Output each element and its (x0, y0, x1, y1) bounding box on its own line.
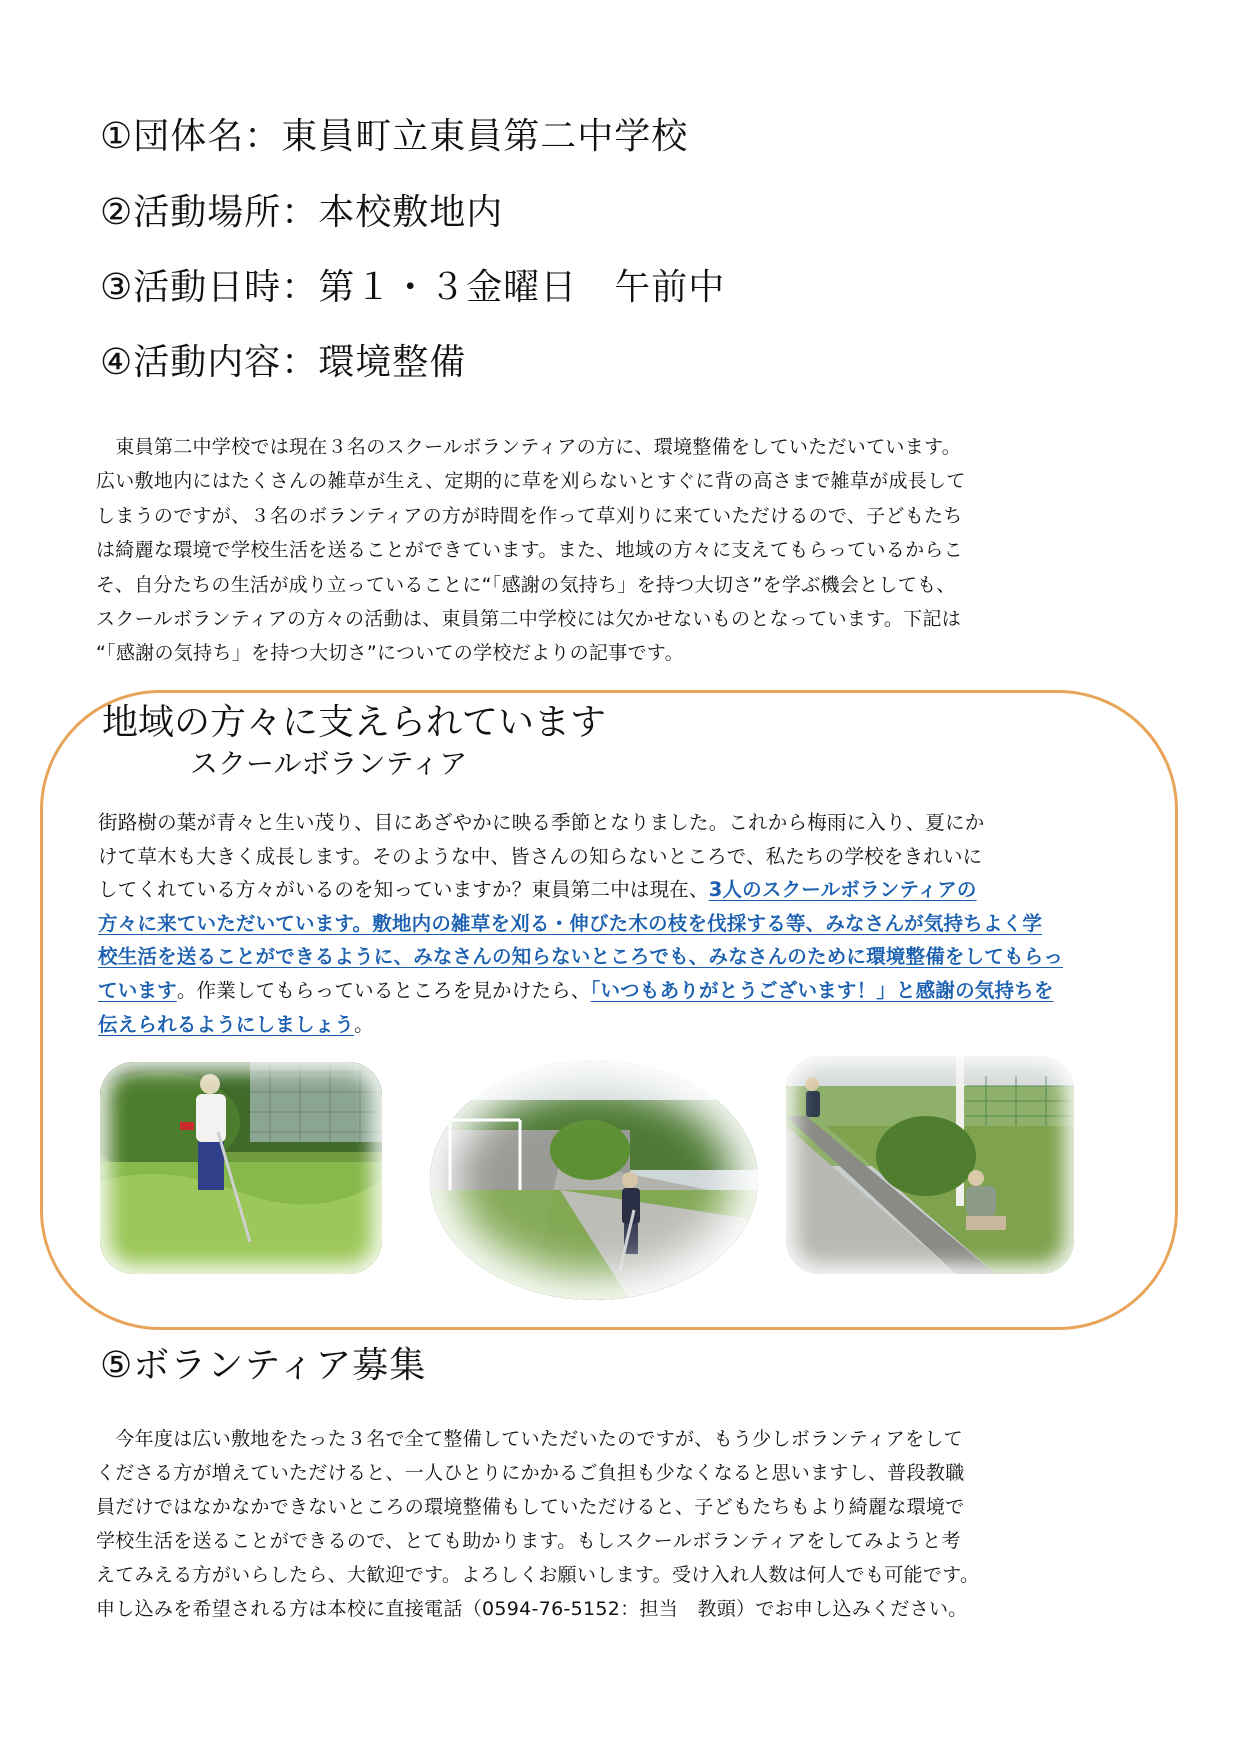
volunteers-fence-photo (786, 1056, 1074, 1274)
volunteer-wall-photo (430, 1060, 758, 1300)
newsletter-emphasis: 校生活を送ることができるように、みなさんの知らないところでも、みなさんのために環境整備をしてもらっ (98, 945, 1064, 969)
newsletter-emphasis: 方々に来ていただいています。敷地内の雑草を刈る・伸びた木の枝を伐採する等、みなさんが気持ちよく学 (98, 911, 1043, 935)
heading-location: ②活動場所：本校敷地内 (100, 192, 504, 233)
recruit-line: 今年度は広い敷地をたった３名で全て整備していただいたのですが、もう少しボランティアをして (96, 1428, 963, 1450)
heading-schedule: ③活動日時：第１・３金曜日 午前中 (100, 267, 726, 308)
newsletter-line: 街路樹の葉が青々と生い茂り、目にあざやかに映る季節となりました。これから梅雨に入り、夏にか (98, 811, 985, 834)
recruit-line: えてみえる方がいらしたら、大歓迎です。よろしくお願いします。受け入れ人数は何人でも可能です。 (96, 1564, 980, 1586)
newsletter-subtitle: スクールボランティア (190, 747, 468, 780)
newsletter-emphasis: 伝えられるようにしましょう (98, 1012, 355, 1036)
heading-activity: ④活動内容：環境整備 (100, 342, 467, 383)
newsletter-emphasis: 3人のスクールボランティアの (708, 878, 977, 902)
intro-line: 東員第二中学校では現在３名のスクールボランティアの方に、環境整備をしていただいています。 (96, 436, 962, 458)
newsletter-title: 地域の方々に支えられています (102, 702, 607, 743)
intro-line: 広い敷地内にはたくさんの雑草が生え、定期的に草を刈らないとすぐに背の高さまで雑草が成長して (96, 470, 966, 493)
intro-paragraph (96, 430, 1141, 671)
heading-recruitment: ⑤ボランティア募集 (100, 1345, 427, 1386)
intro-line: しまうのですが、３名のボランティアの方が時間を作って草刈りに来ていただけるので、子どもたち (96, 504, 963, 527)
newsletter-text: 。 (354, 1012, 374, 1036)
recruitment-paragraph (96, 1422, 1141, 1626)
newsletter-line: けて草木も大きく成長します。そのような中、皆さんの知らないところで、私たちの学校をきれいに (98, 844, 983, 868)
newsletter-text: してくれている方々がいるのを知っていますか？東員第二中は現在、 (98, 878, 709, 902)
intro-line: “「感謝の気持ち」を持つ大切さ”についての学校だよりの記事です。 (96, 642, 684, 665)
newsletter-line (98, 1008, 1143, 1042)
recruit-line: 員だけではなかなかできないところの環境整備もしていただけると、子どもたちもより綺麗な環境で (96, 1496, 965, 1518)
newsletter-line (98, 974, 1143, 1008)
newsletter-emphasis: ています (98, 978, 177, 1002)
newsletter-line (98, 873, 1143, 907)
newsletter-line (98, 907, 1143, 941)
heading-group-name: ①団体名：東員町立東員第二中学校 (100, 116, 689, 157)
newsletter-emphasis: 「いつもありがとうございます！」と感謝の気持ちを (590, 978, 1054, 1002)
newsletter-body (98, 806, 1143, 1041)
newsletter-text: 。作業してもらっているところを見かけたら、 (176, 978, 591, 1002)
recruit-line: くださる方が増えていただけると、一人ひとりにかかるご負担も少なくなると思いますし、普段教職 (96, 1462, 965, 1484)
recruit-line: 学校生活を送ることができるので、とても助かります。もしスクールボランティアをしてみようと考 (96, 1530, 961, 1552)
volunteer-mowing-photo (100, 1062, 382, 1274)
intro-line: そ、自分たちの生活が成り立っていることに“「感謝の気持ち」を持つ大切さ”を学ぶ機会としても、 (96, 573, 956, 596)
intro-line: は綺麗な環境で学校生活を送ることができています。また、地域の方々に支えてもらっているからこ (96, 539, 963, 562)
newsletter-line (98, 940, 1143, 974)
recruit-line: 申し込みを希望される方は本校に直接電話（0594-76-5152：担当 教頭）でお申し込みください。 (96, 1598, 968, 1620)
intro-line: スクールボランティアの方々の活動は、東員第二中学校には欠かせないものとなっています。下記は (96, 608, 962, 631)
